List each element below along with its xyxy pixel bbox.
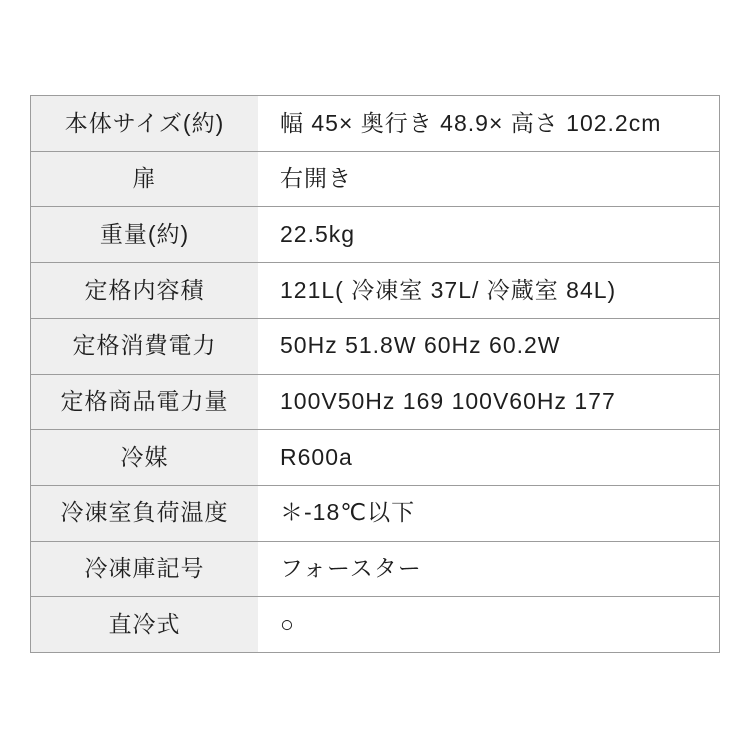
spec-row (31, 206, 719, 262)
spec-row-value: 50Hz 51.8W 60Hz 60.2W (258, 319, 719, 374)
spec-row-value: 121L( 冷凍室 37L/ 冷蔵室 84L) (258, 263, 719, 318)
spec-row-label: 扉 (31, 152, 258, 207)
spec-row-label: 本体サイズ(約) (31, 96, 258, 151)
spec-row (31, 262, 719, 318)
spec-row (31, 596, 719, 652)
spec-row-label: 冷媒 (31, 430, 258, 485)
spec-row-value: 100V50Hz 169 100V60Hz 177 (258, 375, 719, 430)
spec-row-label: 定格内容積 (31, 263, 258, 318)
spec-row (31, 374, 719, 430)
spec-row (31, 151, 719, 207)
spec-row-value: 22.5kg (258, 207, 719, 262)
spec-row-value: フォースター (258, 542, 719, 597)
spec-row (31, 429, 719, 485)
spec-row-label: 重量(約) (31, 207, 258, 262)
spec-row-value: ＊-18℃以下 (258, 486, 719, 541)
spec-row-value: 右開き (258, 152, 719, 207)
spec-row-value: 幅 45× 奥行き 48.9× 高さ 102.2cm (258, 96, 719, 151)
product-spec-table (30, 95, 720, 653)
spec-row (31, 318, 719, 374)
spec-row-label: 冷凍室負荷温度 (31, 486, 258, 541)
spec-row-label: 定格商品電力量 (31, 375, 258, 430)
spec-row-value: ○ (258, 597, 719, 652)
spec-row (31, 485, 719, 541)
spec-row-label: 冷凍庫記号 (31, 542, 258, 597)
spec-row (31, 96, 719, 151)
spec-row-value: R600a (258, 430, 719, 485)
spec-row-label: 定格消費電力 (31, 319, 258, 374)
spec-row-label: 直冷式 (31, 597, 258, 652)
spec-row (31, 541, 719, 597)
